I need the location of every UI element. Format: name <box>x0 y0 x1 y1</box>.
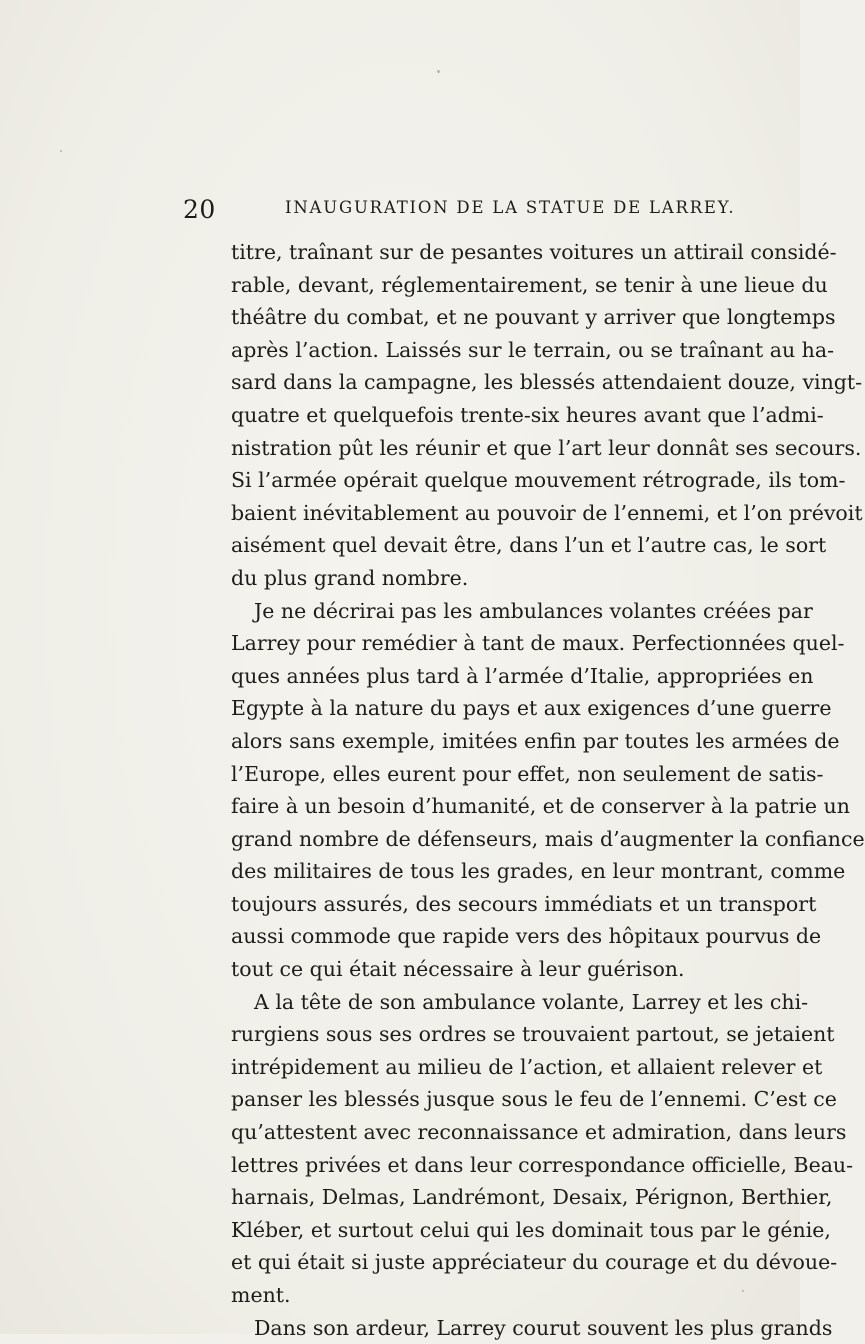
text-line: panser les blessés jusque sous le feu de l’ennemi. C’est ce <box>231 1087 837 1112</box>
text-line: aisément quel devait être, dans l’un et l’autre cas, le sort <box>231 533 827 558</box>
text-line: Larrey pour remédier à tant de maux. Perfectionnées quel- <box>231 631 845 656</box>
text-line: alors sans exemple, imitées enfin par toutes les armées de <box>231 728 840 753</box>
body-text <box>231 236 865 1344</box>
text-line: qu’attestent avec reconnaissance et admiration, dans leurs <box>231 1120 847 1145</box>
paper-speck <box>742 1290 744 1292</box>
text-line: harnais, Delmas, Landrémont, Desaix, Pérignon, Berthier, <box>231 1185 833 1210</box>
text-line: titre, traînant sur de pesantes voitures un attirail considé- <box>231 240 837 264</box>
running-head: INAUGURATION DE LA STATUE DE LARREY. <box>285 198 736 217</box>
text-line: des militaires de tous les grades, en leur montrant, comme <box>231 859 846 884</box>
text-line: faire à un besoin d’humanité, et de conserver à la patrie un <box>231 794 850 819</box>
page-number: 20 <box>183 195 216 224</box>
text-line: théâtre du combat, et ne pouvant y arriver que longtemps <box>231 305 836 330</box>
text-line: Egypte à la nature du pays et aux exigences d’une guerre <box>231 696 832 721</box>
text-line: ques années plus tard à l’armée d’Italie, appropriées en <box>231 663 814 688</box>
text-line: A la tête de son ambulance volante, Larrey et les chi- <box>254 989 809 1014</box>
paper-speck <box>437 70 440 73</box>
text-line: rurgiens sous ses ordres se trouvaient partout, se jetaient <box>231 1022 835 1047</box>
text-line: grand nombre de défenseurs, mais d’augmenter la confiance <box>231 826 865 851</box>
text-line: et qui était si juste appréciateur du courage et du dévoue- <box>231 1250 838 1275</box>
text-line: Dans son ardeur, Larrey courut souvent les plus grands <box>254 1315 833 1340</box>
text-line: l’Europe, elles eurent pour effet, non seulement de satis- <box>231 761 824 786</box>
text-line: nistration pût les réunir et que l’art leur donnât ses secours. <box>231 435 862 460</box>
text-line: quatre et quelquefois trente-six heures avant que l’admi- <box>231 402 824 427</box>
text-line: ment. <box>231 1283 291 1307</box>
text-line: lettres privées et dans leur correspondance officielle, Beau- <box>231 1152 854 1177</box>
paper-speck <box>60 150 62 152</box>
text-line: du plus grand nombre. <box>231 565 469 590</box>
text-line: rable, devant, réglementairement, se tenir à une lieue du <box>231 272 828 297</box>
page-header <box>183 195 750 226</box>
text-line: sard dans la campagne, les blessés attendaient douze, vingt- <box>231 370 863 395</box>
text-line: aussi commode que rapide vers des hôpitaux pourvus de <box>231 924 822 949</box>
text-line: toujours assurés, des secours immédiats et un transport <box>231 891 817 916</box>
text-line: Kléber, et surtout celui qui les dominait tous par le génie, <box>231 1217 831 1242</box>
text-line: baient inévitablement au pouvoir de l’ennemi, et l’on prévoit <box>231 500 863 525</box>
text-line: après l’action. Laissés sur le terrain, ou se traînant au ha- <box>231 337 835 362</box>
text-line: intrépidement au milieu de l’action, et allaient relever et <box>231 1054 823 1079</box>
text-line: tout ce qui était nécessaire à leur guérison. <box>231 957 685 982</box>
text-line: Je ne décrirai pas les ambulances volantes créées par <box>254 598 813 623</box>
text-line: Si l’armée opérait quelque mouvement rétrograde, ils tom- <box>231 468 846 493</box>
